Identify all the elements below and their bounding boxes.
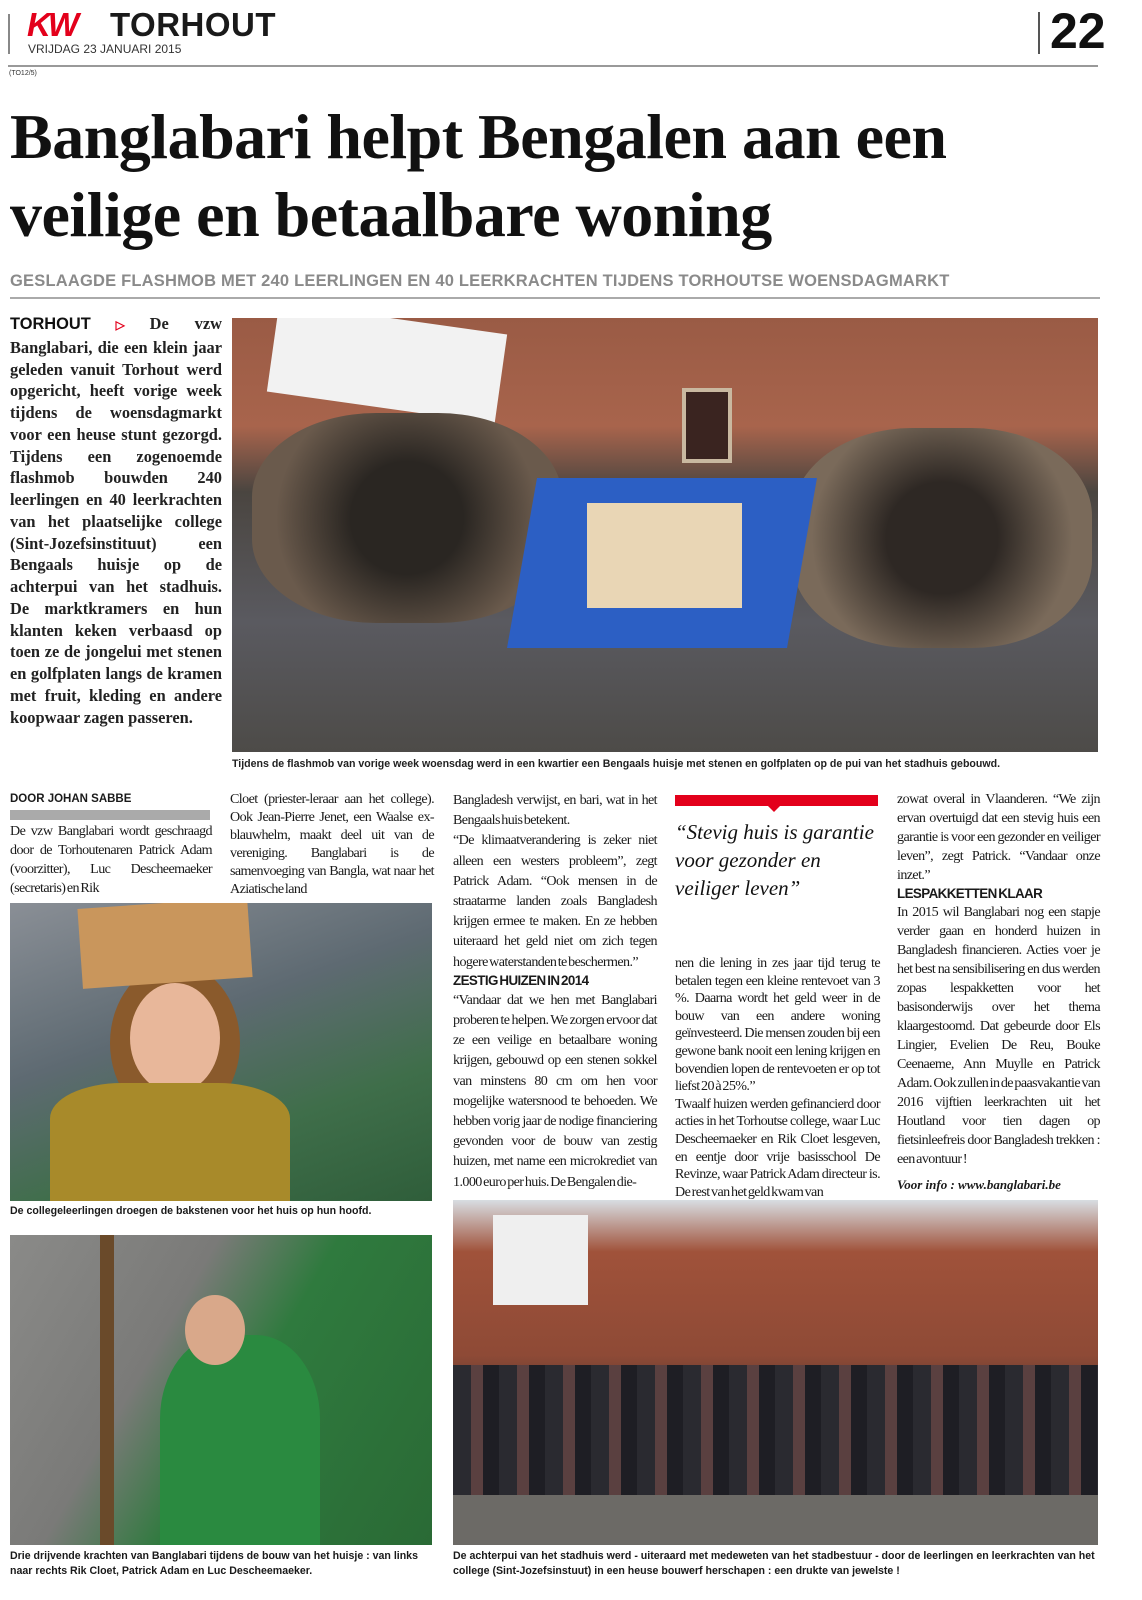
lead-paragraph <box>10 313 222 728</box>
pull-quote: “Stevig huis is garantie voor gezonder en veiliger leven” <box>675 820 874 900</box>
wooden-post <box>100 1235 114 1545</box>
paragraph: Twaalf huizen werden gefinancierd door acties in het Torhoutse college, waar Luc Descheemaeker en Rik Cloet lesgeven, en eentje door vrije basisschool De Revinze, waar Patrick Adam directeur is. De rest van het geld kwam van <box>675 1095 880 1200</box>
photo-town-hall <box>453 1200 1098 1545</box>
byline: DOOR JOHAN SABBE <box>10 793 132 805</box>
scarf <box>50 1083 290 1201</box>
pavement <box>453 1495 1098 1545</box>
body-column-1 <box>10 822 212 898</box>
photo-student-brick <box>10 903 432 1201</box>
subheading: LESPAKKETTEN KLAAR <box>897 886 1043 901</box>
paragraph: Bangladesh verwijst, en bari, wat in het Bengaals huis betekent. <box>453 792 657 829</box>
byline-bar <box>10 810 210 820</box>
banner <box>267 318 507 424</box>
brand-logo: KW <box>27 6 76 43</box>
face <box>130 983 220 1093</box>
paragraph: “De klimaatverandering is zeker niet alleen een westers probleem”, zegt Patrick Adam. “Ook mensen in de straatarme landen zoals Bangladesh krijgen ermee te maken. En ze hebben uiteraard het geld niet om zich tegen hogere waterstanden te beschermen.” <box>453 832 657 970</box>
header-rule <box>8 65 1098 67</box>
body-column-5 <box>897 790 1100 1169</box>
issue-date: VRIJDAG 23 JANUARI 2015 <box>28 42 182 56</box>
photo-builders <box>10 1235 432 1545</box>
photo-flashmob-aerial <box>232 318 1098 752</box>
quote-bar <box>675 795 878 806</box>
body-column-3 <box>453 790 657 1192</box>
kicker: GESLAAGDE FLASHMOB MET 240 LEERLINGEN EN 40 LEERKRACHTEN TIJDENS TORHOUTSE WOENSDAGMARKT <box>10 272 1100 299</box>
brick-platform <box>587 503 742 608</box>
banner <box>493 1215 588 1305</box>
page-code: (TO12/5) <box>9 70 37 77</box>
edition-name: TORHOUT <box>110 6 277 43</box>
body-column-2 <box>230 790 434 898</box>
page-number-divider <box>1038 12 1040 54</box>
paragraph: Cloet (priester-leraar aan het college). Ook Jean-Pierre Jenet, een Waalse ex-blauwhelm, maakt deel uit van de vereniging. Banglabari is de samenvoeging van Bangla, wat naar het Aziatische land <box>230 791 434 897</box>
paragraph: nen die lening in zes jaar tijd terug te betalen tegen een kleine rentevoet van 3 %. Daarna wordt het geld weer in de bouw van een andere woning geïnvesteerd. Die mensen zouden bij een gewone bank nooit een lening krijgen en bovendien lopen de rentevoeten er op tot liefst 20 à 25%.” <box>675 955 880 1095</box>
photo-caption: Tijdens de flashmob van vorige week woensdag werd in een kwartier een Bengaals huisje met stenen en golfplaten op de pui van het stadhuis gebouwd. <box>232 758 1001 770</box>
crowd <box>453 1365 1098 1495</box>
paragraph: De vzw Banglabari wordt geschraagd door de Torhoutenaren Patrick Adam (voorzitter), Luc Descheemaeker (secretaris) en Rik <box>10 823 212 896</box>
dateline: TORHOUT <box>10 315 91 333</box>
page-number: 22 <box>1050 3 1106 59</box>
play-circle-icon: ▷ <box>93 318 147 332</box>
door <box>682 388 732 463</box>
body-column-4 <box>675 955 880 1201</box>
photo-caption: De collegeleerlingen droegen de bakstenen voor het huis op hun hoofd. <box>10 1205 372 1217</box>
paragraph: zowat overal in Vlaanderen. “We zijn ervan overtuigd dat een stevig huis een garantie is voor een gezonder en veiliger leven”, zegt Patrick. “Vandaar onze inzet.” <box>897 791 1100 883</box>
person <box>160 1335 320 1545</box>
crowd <box>252 413 562 623</box>
crowd <box>792 428 1092 648</box>
subheading: ZESTIG HUIZEN IN 2014 <box>453 972 589 988</box>
headline: Banglabari helpt Bengalen aan een veilige en betaalbare woning <box>10 101 947 250</box>
quote-pointer-icon <box>768 806 780 812</box>
brick <box>77 903 252 989</box>
lead-text: De vzw Banglabari, die een klein jaar geleden vanuit Torhout werd opgericht, heeft vorige week tijdens de woensdagmarkt voor een heuse stunt gezorgd. Tijdens een zogenoemde flashmob bouwden 240 leerlingen en 40 leerkrachten van het plaatselijke college (Sint-Jozefsinstituut) een Bengaals huisje op de achterpui van het stadhuis. De marktkramers en hun klanten keken verbaasd op toen ze de jongelui met stenen en golfplaten langs de kramen met fruit, kleding en andere koopwaar zagen passeren. <box>10 314 222 727</box>
header-divider <box>8 14 10 54</box>
paragraph: In 2015 wil Banglabari nog een stapje verder gaan en honderd huizen in Bangladesh financieren. Acties voer je het best na sensibilisering en dus werden zopas lespakketten voor het basisonderwijs over het thema klaargestoomd. Dat gebeurde door Els Lingier, Evelien De Reu, Bouke Ceenaeme, Ann Muylle en Patrick Adam. Ook zullen in de paasvakantie van 2016 vijftien leerkrachten uit het Houtland voor tien dagen op fietsinleefreis door Bangladesh trekken : een avontuur ! <box>897 904 1100 1167</box>
paragraph: “Vandaar dat we hen met Banglabari proberen te helpen. We zorgen ervoor dat ze een veilige en betaalbare woning krijgen, gebouwd op een stenen sokkel van minstens 80 cm om hen voor mogelijke watersnood te behoeden. We hebben vorig jaar de nodige financiering gevonden voor de bouw van zestig huizen, met name een microkrediet van 1.000 euro per huis. De Bengalen die- <box>453 991 657 1190</box>
head <box>185 1295 245 1365</box>
photo-caption: De achterpui van het stadhuis werd - uiteraard met medeweten van het stadbestuur - door de leerlingen en leerkrachten van het college (Sint-Jozefsinstuut) in een heuse bouwerf herschapen : een drukte van jewelste ! <box>453 1550 1095 1577</box>
info-link[interactable]: Voor info : www.banglabari.be <box>897 1177 1061 1192</box>
photo-caption: Drie drijvende krachten van Banglabari tijdens de bouw van het huisje : van links naar rechts Rik Cloet, Patrick Adam en Luc Descheemaeker. <box>10 1550 418 1577</box>
